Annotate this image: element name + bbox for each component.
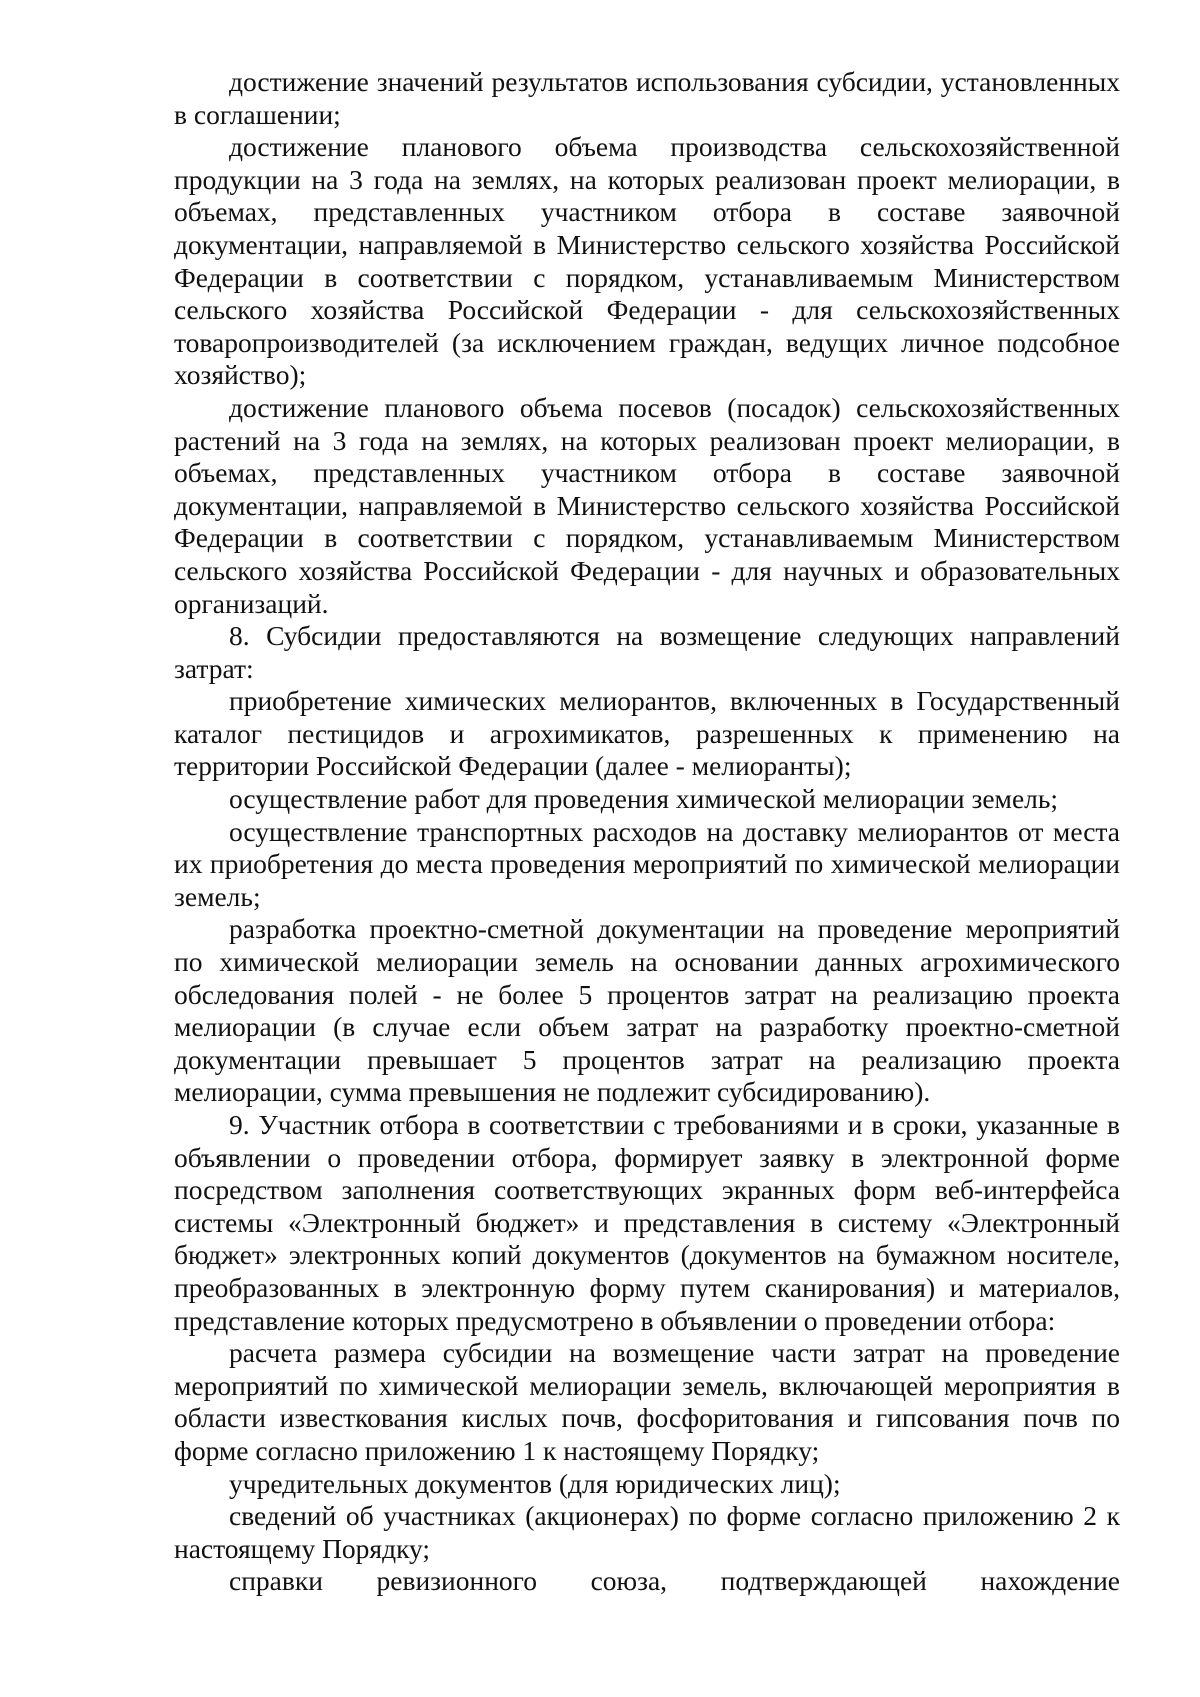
paragraph: достижение значений результатов использования субсидии, установленных в соглашении; [174,66,1120,130]
paragraph: достижение планового объема производства сельскохозяйственной продукции на 3 года на землях, на которых реализован проект мелиорации, в объемах, представленных участником отбора в составе заявочной документации, направляемой в Министерство сельского хозяйства Российской Федерации в соответствии с порядком, устанавливаемым Министерством сельского хозяйства Российской Федерации - для сельскохозяйственных товаропроизводителей (за исключением граждан, ведущих личное подсобное хозяйство); [174,131,1120,391]
paragraph: справки ревизионного союза, подтверждающей нахождение [229,1565,1120,1597]
paragraph: приобретение химических мелиорантов, включенных в Государственный каталог пестицидов и агрохимикатов, разрешенных к применению на территории Российской Федерации (далее - мелиоранты); [174,685,1120,782]
paragraph: расчета размера субсидии на возмещение части затрат на проведение мероприятий по химической мелиорации земель, включающей мероприятия в области известкования кислых почв, фосфоритования и гипсования почв по форме согласно приложению 1 к настоящему Порядку; [174,1337,1120,1466]
document-page [174,66,1120,1598]
paragraph: разработка проектно-сметной документации на проведение мероприятий по химической мелиорации земель на основании данных агрохимического обследования полей - не более 5 процентов затрат на реализацию проекта мелиорации (в случае если объем затрат на разработку проектно-сметной документации превышает 5 процентов затрат на реализацию проекта мелиорации, сумма превышения не подлежит субсидированию). [174,913,1120,1108]
paragraph: осуществление работ для проведения химической мелиорации земель; [229,783,1059,815]
paragraph: сведений об участниках (акционерах) по форме согласно приложению 2 к настоящему Порядку; [174,1500,1120,1564]
paragraph: 9. Участник отбора в соответствии с требованиями и в сроки, указанные в объявлении о проведении отбора, формирует заявку в электронной форме посредством заполнения соответствующих экранных форм веб-интерфейса системы «Электронный бюджет» и представления в систему «Электронный бюджет» электронных копий документов (документов на бумажном носителе, преобразованных в электронную форму путем сканирования) и материалов, представление которых предусмотрено в объявлении о проведении отбора: [174,1109,1120,1336]
paragraph: 8. Субсидии предоставляются на возмещение следующих направлений затрат: [174,620,1120,684]
paragraph: достижение планового объема посевов (посадок) сельскохозяйственных растений на 3 года на землях, на которых реализован проект мелиорации, в объемах, представленных участником отбора в составе заявочной документации, направляемой в Министерство сельского хозяйства Российской Федерации в соответствии с порядком, устанавливаемым Министерством сельского хозяйства Российской Федерации - для научных и образовательных организаций. [174,391,1120,619]
paragraph: осуществление транспортных расходов на доставку мелиорантов от места их приобретения до места проведения мероприятий по химической мелиорации земель; [174,815,1120,912]
paragraph: учредительных документов (для юридических лиц); [229,1467,841,1499]
